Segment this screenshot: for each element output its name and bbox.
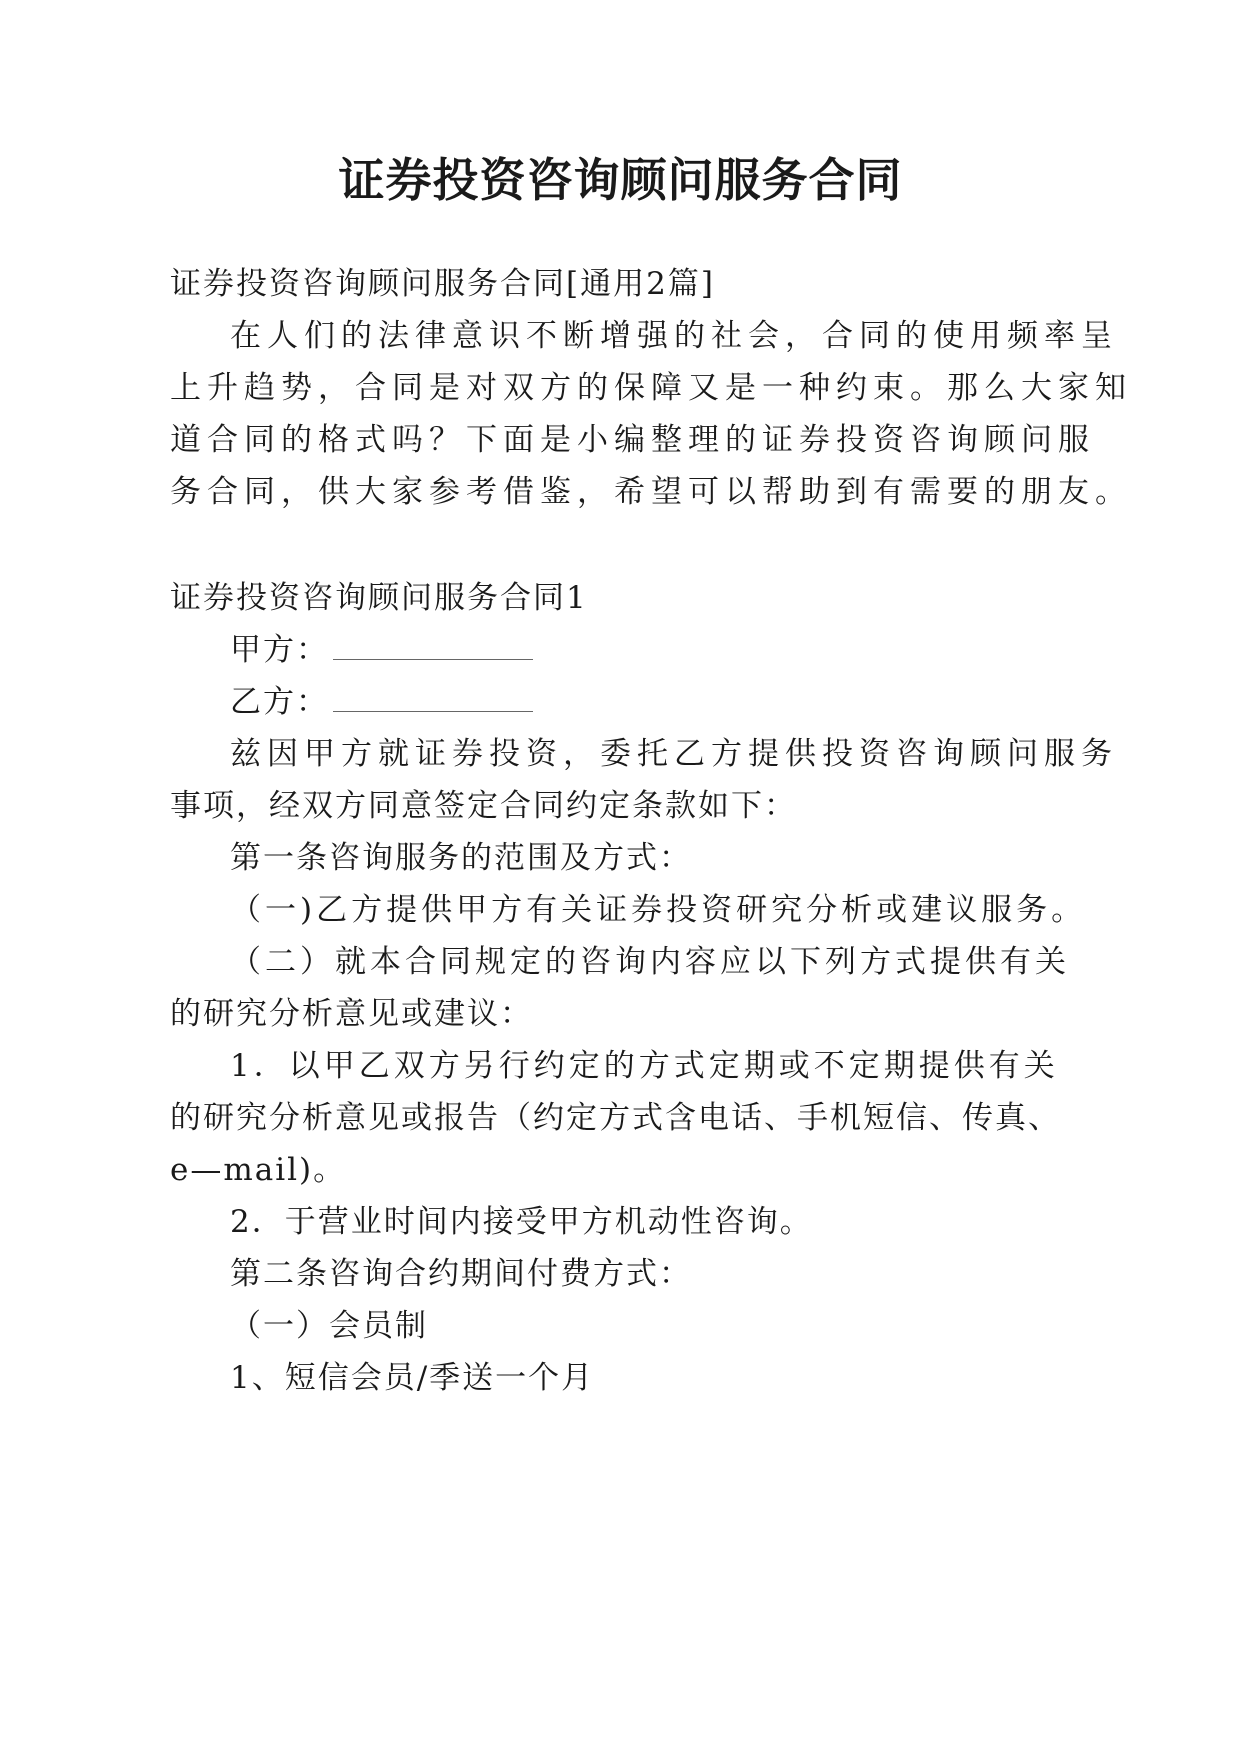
body-line-2: 事项，经双方同意签定合同约定条款如下： [170, 788, 797, 824]
article-1-item-2: （二）就本合同规定的咨询内容应以下列方式提供有关 [230, 944, 1070, 980]
article-1-heading: 第一条咨询服务的范围及方式： [230, 840, 692, 876]
subtitle-line: 证券投资咨询顾问服务合同[通用2篇] [170, 266, 715, 302]
article-2-sub-1: 1、短信会员/季送一个月 [230, 1360, 595, 1396]
article-2-item-1: （一）会员制 [230, 1308, 428, 1344]
article-1-sub-2: 2．于营业时间内接受甲方机动性咨询。 [230, 1204, 813, 1240]
intro-line-1: 在人们的法律意识不断增强的社会，合同的使用频率呈 [230, 318, 1118, 354]
party-b-row [230, 682, 533, 722]
body-line-1: 兹因甲方就证券投资，委托乙方提供投资咨询顾问服务 [230, 736, 1118, 772]
intro-line-2: 上升趋势，合同是对双方的保障又是一种约束。那么大家知 [170, 370, 1132, 406]
party-a-row [230, 630, 533, 670]
section-heading-1: 证券投资咨询顾问服务合同1 [170, 580, 588, 616]
party-a-blank [333, 631, 533, 660]
party-b-label: 乙方： [230, 684, 329, 720]
intro-line-4: 务合同，供大家参考借鉴，希望可以帮助到有需要的朋友。 [170, 474, 1132, 510]
article-1-item-2-cont: 的研究分析意见或建议： [170, 996, 533, 1032]
party-a-label: 甲方： [230, 632, 329, 668]
article-1-sub-1-end: e—mail)。 [170, 1152, 347, 1188]
document-title: 证券投资咨询顾问服务合同 [338, 153, 903, 207]
article-2-heading: 第二条咨询合约期间付费方式： [230, 1256, 692, 1292]
article-1-item-1: （一)乙方提供甲方有关证券投资研究分析或建议服务。 [230, 892, 1087, 928]
party-b-blank [333, 683, 533, 712]
article-1-sub-1: 1．以甲乙双方另行约定的方式定期或不定期提供有关 [230, 1048, 1059, 1084]
article-1-sub-1-cont: 的研究分析意见或报告（约定方式含电话、手机短信、传真、 [170, 1100, 1061, 1136]
intro-line-3: 道合同的格式吗？下面是小编整理的证券投资咨询顾问服 [170, 422, 1095, 458]
